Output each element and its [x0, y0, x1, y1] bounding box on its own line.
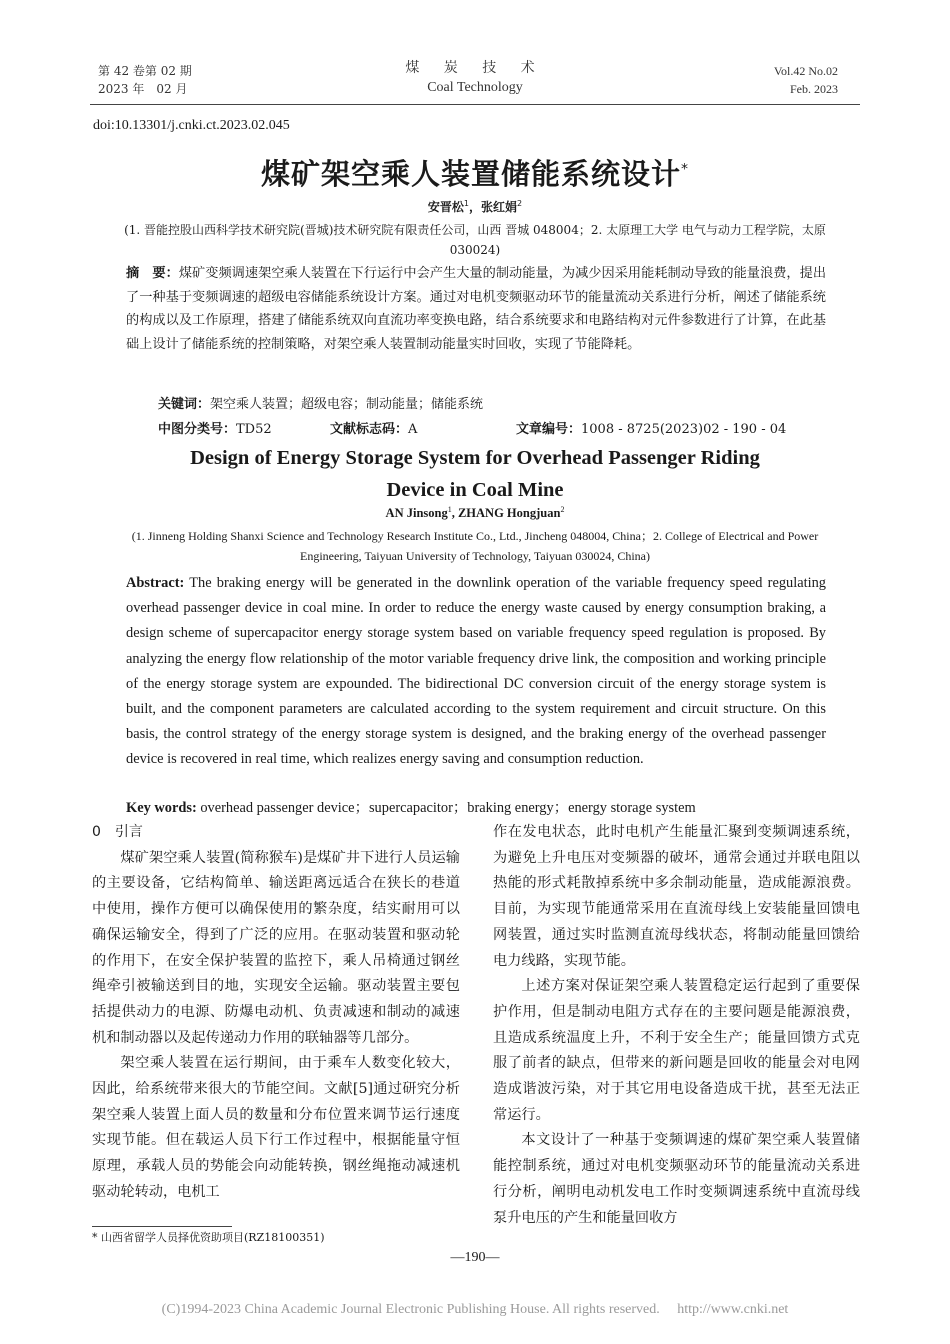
authors-cn	[0, 198, 950, 215]
keywords-en-text: overhead passenger device；supercapacitor；braking energy；energy storage system	[196, 800, 696, 816]
abstract-cn-label: 摘 要：	[126, 266, 179, 281]
abstract-en-text: The braking energy will be generated in the downlink operation of the variable frequency speed regulating overhead passenger device in coal mine. In order to reduce the energy waste caused by energy consumption braking, a design scheme of supercapacitor energy storage system based on variable frequency speed regulation is proposed. By analyzing the energy flow relationship of the motor variable frequency drive link, the composition and working principle of the energy storage system are expounded. The bidirectional DC conversion circuit of the energy storage system is built, and the component parameters are calculated according to the system requirement and circuit structure. On this basis, the control strategy of the energy storage system is designed, and the braking energy of the overhead passenger device is recovered in real time, which realizes energy saving and consumption reduction.	[126, 575, 826, 768]
abstract-cn	[126, 262, 826, 356]
body-right-column	[493, 820, 860, 1231]
article-number-label: 文章编号：	[516, 422, 582, 437]
body-paragraph: 煤矿架空乘人装置(简称猴车)是煤矿井下进行人员运输的主要设备，它结构简单、输送距离远适合在狭长的巷道中使用，操作方便可以确保使用的繁杂度，结实耐用可以确保运输安全，得到了广泛的应用。在驱动装置和驱动轮的作用下，在安全保护装置的监控下，乘人吊椅通过钢丝绳牵引被输送到目的地，实现安全运输。驱动装置主要包括提供动力的电源、防爆电动机、负责减速和制动的减速机和制动器以及起传递动力作用的联轴器等几部分。	[92, 849, 460, 1046]
section-number: 0	[92, 824, 101, 840]
clc-value: TD52	[236, 422, 272, 437]
footnote-rule	[92, 1226, 232, 1227]
abstract-cn-text: 煤矿变频调速架空乘人装置在下行运行中会产生大量的制动能量，为减少因采用能耗制动导致的能量浪费，提出了一种基于变频调速的超级电容储能系统设计方案。通过对电机变频驱动环节的能量流动关系进行分析，阐述了储能系统的构成以及工作原理，搭建了储能系统双向直流功率变换电路，结合系统要求和电路结构对元件参数进行了计算，在此基础上设计了储能系统的控制策略，对架空乘人装置制动能量实时回收，实现了节能降耗。	[126, 266, 827, 352]
doc-code-label: 文献标志码：	[330, 422, 409, 437]
keywords-cn	[158, 393, 483, 412]
author-1-affil-mark: 1	[463, 199, 469, 208]
paper-title-en-line-1: Design of Energy Storage System for Overhead Passenger Riding	[190, 447, 760, 469]
header-volume-en	[774, 62, 838, 98]
document-code	[330, 418, 417, 437]
body-left-column	[92, 820, 460, 1206]
paper-title-cn	[0, 152, 950, 193]
header-date-en-line: Feb. 2023	[790, 82, 838, 96]
header-rule	[90, 104, 860, 105]
affiliation-cn: (1. 晋能控股山西科学技术研究院(晋城)技术研究院有限责任公司，山西 晋城 048004；2. 太原理工大学 电气与动力工程学院，太原 030024)	[124, 223, 826, 257]
body-paragraph: 架空乘人装置在运行期间，由于乘车人数变化较大，因此，给系统带来很大的节能空间。文献[5]通过研究分析架空乘人装置上面人员的数量和分布位置来调节运行速度实现节能。但在载运人员下行工作过程中，根据能量守恒原理，承载人员的势能会向动能转换，钢丝绳拖动减速机驱动轮转动，电机工	[92, 1055, 460, 1200]
doc-code-value: A	[408, 422, 418, 437]
keywords-cn-text: 架空乘人装置；超级电容；制动能量；储能系统	[210, 397, 484, 412]
journal-name-cn: 煤 炭 技 术	[405, 60, 545, 76]
abstract-en-label: Abstract:	[126, 575, 185, 591]
keywords-en-label: Key words:	[126, 800, 197, 816]
section-title: 引言	[114, 824, 143, 840]
author-1-en: AN Jinsong	[385, 506, 448, 521]
author-2-en-affil-mark: 2	[560, 505, 565, 514]
keywords-cn-label: 关键词：	[158, 397, 211, 412]
author-separator-en: ,	[451, 506, 458, 521]
page-number: —190—	[450, 1250, 500, 1265]
author-2-cn: 张红娟	[481, 200, 518, 214]
keywords-en	[126, 796, 696, 817]
section-heading-intro	[92, 820, 460, 846]
author-1-cn: 安晋松	[427, 200, 464, 214]
body-paragraph: 本文设计了一种基于变频调速的煤矿架空乘人装置储能控制系统，通过对电机变频驱动环节的能量流动关系进行分析，阐明电动机发电工作时变频调速系统中直流母线泵升电压的产生和能量回收方	[493, 1132, 860, 1226]
article-number	[516, 418, 786, 437]
affiliation-en: (1. Jinneng Holding Shanxi Science and Technology Research Institute Co., Ltd., Jincheng 048004, China；2. College of Electrical and Power Engineering, Taiyuan University of Technology, Taiyuan 030024, China)	[131, 529, 819, 563]
paper-title-en-line-2: Device in Coal Mine	[386, 479, 564, 501]
copyright-notice: (C)1994-2023 China Academic Journal Electronic Publishing House. All rights reserved. http://www.cnki.net	[161, 1302, 789, 1317]
author-1-en-affil-mark: 1	[447, 505, 452, 514]
header-date-line: 2023 年 02 月	[98, 82, 188, 96]
header-volume-en-line: Vol.42 No.02	[773, 64, 838, 78]
paper-title-en	[0, 442, 950, 506]
clc-label: 中图分类号：	[158, 422, 237, 437]
header-volume-line: 第 42 卷第 02 期	[98, 64, 192, 78]
authors-en	[0, 505, 950, 521]
author-2-en: ZHANG Hongjuan	[457, 506, 561, 521]
author-separator-cn: ，	[468, 200, 481, 214]
doi[interactable]: doi:10.13301/j.cnki.ct.2023.02.045	[93, 118, 290, 133]
body-paragraph: 上述方案对保证架空乘人装置稳定运行起到了重要保护作用，但是制动电阻方式存在的主要问题是能源浪费，且造成系统温度上升，不利于安全生产；能量回馈方式克服了前者的缺点，但带来的新问题是回收的能量会对电网造成谐波污染，对于其它用电设备造成干扰，甚至无法正常运行。	[493, 978, 860, 1123]
clc-number	[158, 418, 272, 437]
funding-footnote: * 山西省留学人员择优资助项目(RZ18100351)	[92, 1231, 325, 1244]
title-footnote-mark: *	[681, 161, 689, 178]
body-paragraph: 作在发电状态，此时电机产生能量汇聚到变频调速系统，为避免上升电压对变频器的破坏，通常会通过并联电阻以热能的形式耗散掉系统中多余制动能量，造成能源浪费。目前，为实现节能通常采用在直流母线上安装能量回馈电网装置，通过实时监测直流母线状态，将制动能量回馈给电力线路，实现节能。	[493, 824, 860, 969]
author-2-affil-mark: 2	[517, 199, 523, 208]
abstract-en	[126, 571, 826, 773]
paper-title-cn-text: 煤矿架空乘人装置储能系统设计	[260, 157, 681, 191]
article-number-value: 1008 - 8725(2023)02 - 190 - 04	[581, 422, 787, 437]
journal-name-en: Coal Technology	[427, 80, 523, 95]
